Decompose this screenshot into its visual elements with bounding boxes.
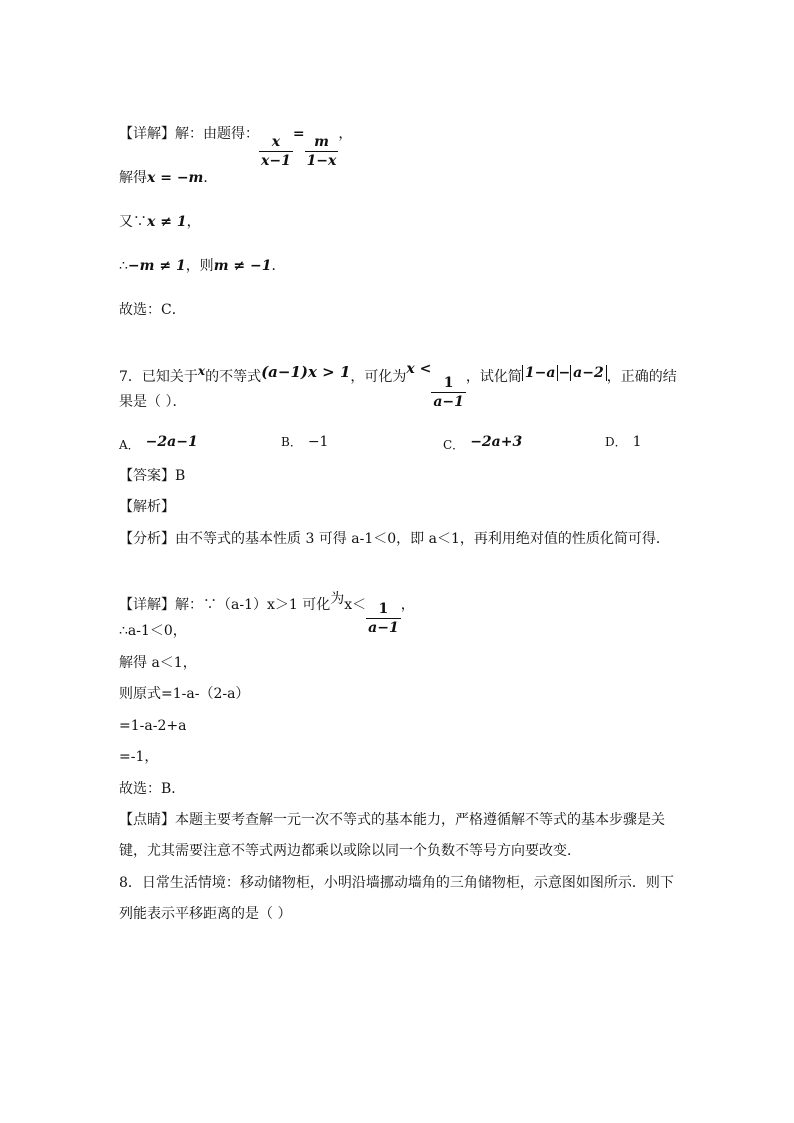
step-4: =1-a-2+a <box>119 718 187 734</box>
sol6-line2: 解得x = −m． <box>119 170 218 186</box>
step-1: ∴a-1＜0， <box>119 623 187 639</box>
comment-line1: 【点睛】本题主要考查解一元一次不等式的基本能力，严格遵循解不等式的基本步骤是关 <box>119 812 665 828</box>
sol6-choose: 故选：C． <box>119 302 186 318</box>
q7-choose: 故选：B． <box>119 781 186 797</box>
step-3: 则原式=1-a-（2-a） <box>119 686 250 702</box>
sol6-line1: 【详解】解：由题得： $\frac{x}{x-1}$ = $\frac{m}{1-x}$ ， <box>119 126 353 169</box>
abs-1-minus-a: 1−a <box>522 365 559 381</box>
q8-line2: 列能表示平移距离的是（ ） <box>119 906 292 922</box>
sol6-line4: ∴−m ≠ 1，则m ≠ −1． <box>119 258 286 274</box>
fraction-1-over-a-minus-1-detail: $\frac{1}{a-1}$ <box>368 601 399 636</box>
math-neg-m-neq-1: −m ≠ 1 <box>127 258 186 274</box>
step-2: 解得 a＜1， <box>119 655 197 671</box>
fraction-m-over-1-minus-x: $\frac{m}{1-x}$ <box>306 134 337 169</box>
analysis-text: 【分析】由不等式的基本性质 3 可得 a-1＜0，即 a＜1，再利用绝对值的性质化简可得． <box>119 531 670 547</box>
detail-label: 【详解】解：由题得： <box>119 126 259 142</box>
option-a[interactable]: A． −2a−1 <box>119 434 198 452</box>
option-b[interactable]: B． −1 <box>281 434 329 450</box>
fraction-x-over-x-minus-1: $\frac{x}{x-1}$ <box>261 134 291 169</box>
analysis-title: 【解析】 <box>119 499 175 515</box>
equals-sign: = <box>292 126 305 142</box>
step-5: =-1， <box>119 749 159 765</box>
option-c[interactable]: C． −2a+3 <box>443 434 523 452</box>
sol6-line3: 又∵x ≠ 1， <box>119 214 201 230</box>
q8-line1: 8．日常生活情境：移动储物柜，小明沿墙挪动墙角的三角储物柜，示意图如图所示．则下 <box>119 875 674 891</box>
fraction-1-over-a-minus-1: $\frac{1}{a-1}$ <box>433 375 464 410</box>
comment-line2: 键，尤其需要注意不等式两边都乘以或除以同一个负数不等号方向要改变． <box>119 843 581 859</box>
q7-stem-line2: 果是（ ）． <box>119 394 187 410</box>
math-m-neq-neg-1: m ≠ −1 <box>213 258 272 274</box>
q7-stem-line1: 7．已知关于x的不等式(a−1)x > 1，可化为x < $\frac{1}{a-1}$ ，试化简 1−a − a−2 ，正确的结 <box>119 361 677 410</box>
math-x-neq-1: x ≠ 1 <box>147 214 187 230</box>
math-x-equals-neg-m: x = −m <box>147 170 204 186</box>
abs-a-minus-2: a−2 <box>570 365 607 381</box>
detail-line1: 【详解】解：∵（a-1）x＞1 可化为x＜ $\frac{1}{a-1}$ ， <box>119 591 415 636</box>
option-d[interactable]: D． 1 <box>605 434 642 450</box>
answer-line: 【答案】B <box>119 468 186 484</box>
inequality-expression: (a−1)x > 1 <box>261 363 351 381</box>
